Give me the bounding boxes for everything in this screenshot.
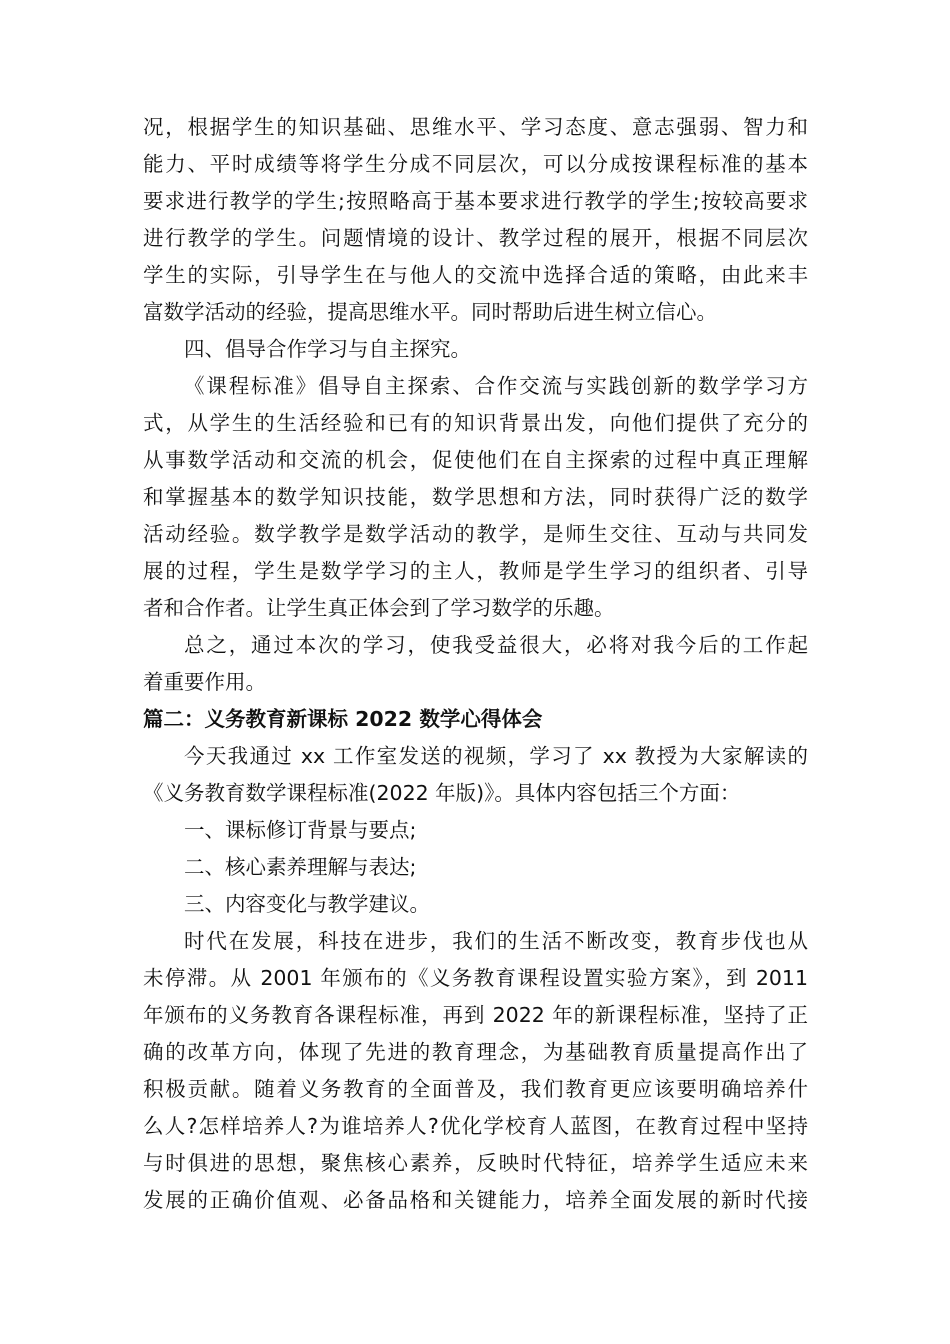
paragraph-line: 确的改革方向，体现了先进的教育理念，为基础教育质量提高作出了 [143, 1040, 808, 1064]
paragraph-line: 《课程标准》倡导自主探索、合作交流与实践创新的数学学习方 [184, 374, 808, 398]
paragraph-line: 《义务教育数学课程标准(2022 年版)》。具体内容包括三个方面： [143, 781, 741, 805]
paragraph-line: 年颁布的义务教育各课程标准，再到 2022 年的新课程标准，坚持了正 [143, 1003, 808, 1027]
section-heading: 四、倡导合作学习与自主探究。 [184, 337, 471, 361]
paragraph-line: 能力、平时成绩等将学生分成不同层次，可以分成按课程标准的基本 [143, 152, 808, 176]
paragraph-line: 进行教学的学生。问题情境的设计、教学过程的展开，根据不同层次 [143, 226, 808, 250]
paragraph-line: 今天我通过 xx 工作室发送的视频，学习了 xx 教授为大家解读的 [184, 744, 808, 768]
paragraph-line: 活动经验。数学教学是数学活动的教学，是师生交往、互动与共同发 [143, 522, 808, 546]
paragraph-line: 时代在发展，科技在进步，我们的生活不断改变，教育步伐也从 [184, 929, 808, 953]
paragraph-line: 着重要作用。 [143, 670, 266, 694]
paragraph-line: 学生的实际，引导学生在与他人的交流中选择合适的策略，由此来丰 [143, 263, 808, 287]
paragraph-line: 未停滞。从 2001 年颁布的《义务教育课程设置实验方案》，到 2011 [143, 966, 808, 990]
paragraph-line: 与时俱进的思想，聚焦核心素养，反映时代特征，培养学生适应未来 [143, 1151, 808, 1175]
list-item: 一、课标修订背景与要点; [184, 818, 417, 842]
paragraph-line: 富数学活动的经验，提高思维水平。同时帮助后进生树立信心。 [143, 300, 717, 324]
paragraph-line: 和掌握基本的数学知识技能，数学思想和方法，同时获得广泛的数学 [143, 485, 808, 509]
paragraph-line: 况，根据学生的知识基础、思维水平、学习态度、意志强弱、智力和 [143, 115, 808, 139]
paragraph-line: 展的过程，学生是数学学习的主人，教师是学生学习的组织者、引导 [143, 559, 808, 583]
paragraph-line: 从事数学活动和交流的机会，促使他们在自主探索的过程中真正理解 [143, 448, 808, 472]
article-heading: 篇二：义务教育新课标 2022 数学心得体会 [143, 707, 543, 731]
paragraph-line: 积极贡献。随着义务教育的全面普及，我们教育更应该要明确培养什 [143, 1077, 808, 1101]
paragraph-line: 式，从学生的生活经验和已有的知识背景出发，向他们提供了充分的 [143, 411, 808, 435]
paragraph-line: 么人?怎样培养人?为谁培养人?优化学校育人蓝图，在教育过程中坚持 [143, 1114, 808, 1138]
paragraph-line: 要求进行教学的学生;按照略高于基本要求进行教学的学生;按较高要求 [143, 189, 808, 213]
list-item: 三、内容变化与教学建议。 [184, 892, 430, 916]
document-page [143, 109, 808, 1219]
paragraph-line: 者和合作者。让学生真正体会到了学习数学的乐趣。 [143, 596, 615, 620]
paragraph-line: 总之，通过本次的学习，使我受益很大，必将对我今后的工作起 [184, 633, 808, 657]
list-item: 二、核心素养理解与表达; [184, 855, 417, 879]
paragraph-line: 发展的正确价值观、必备品格和关键能力，培养全面发展的新时代接 [143, 1188, 808, 1212]
